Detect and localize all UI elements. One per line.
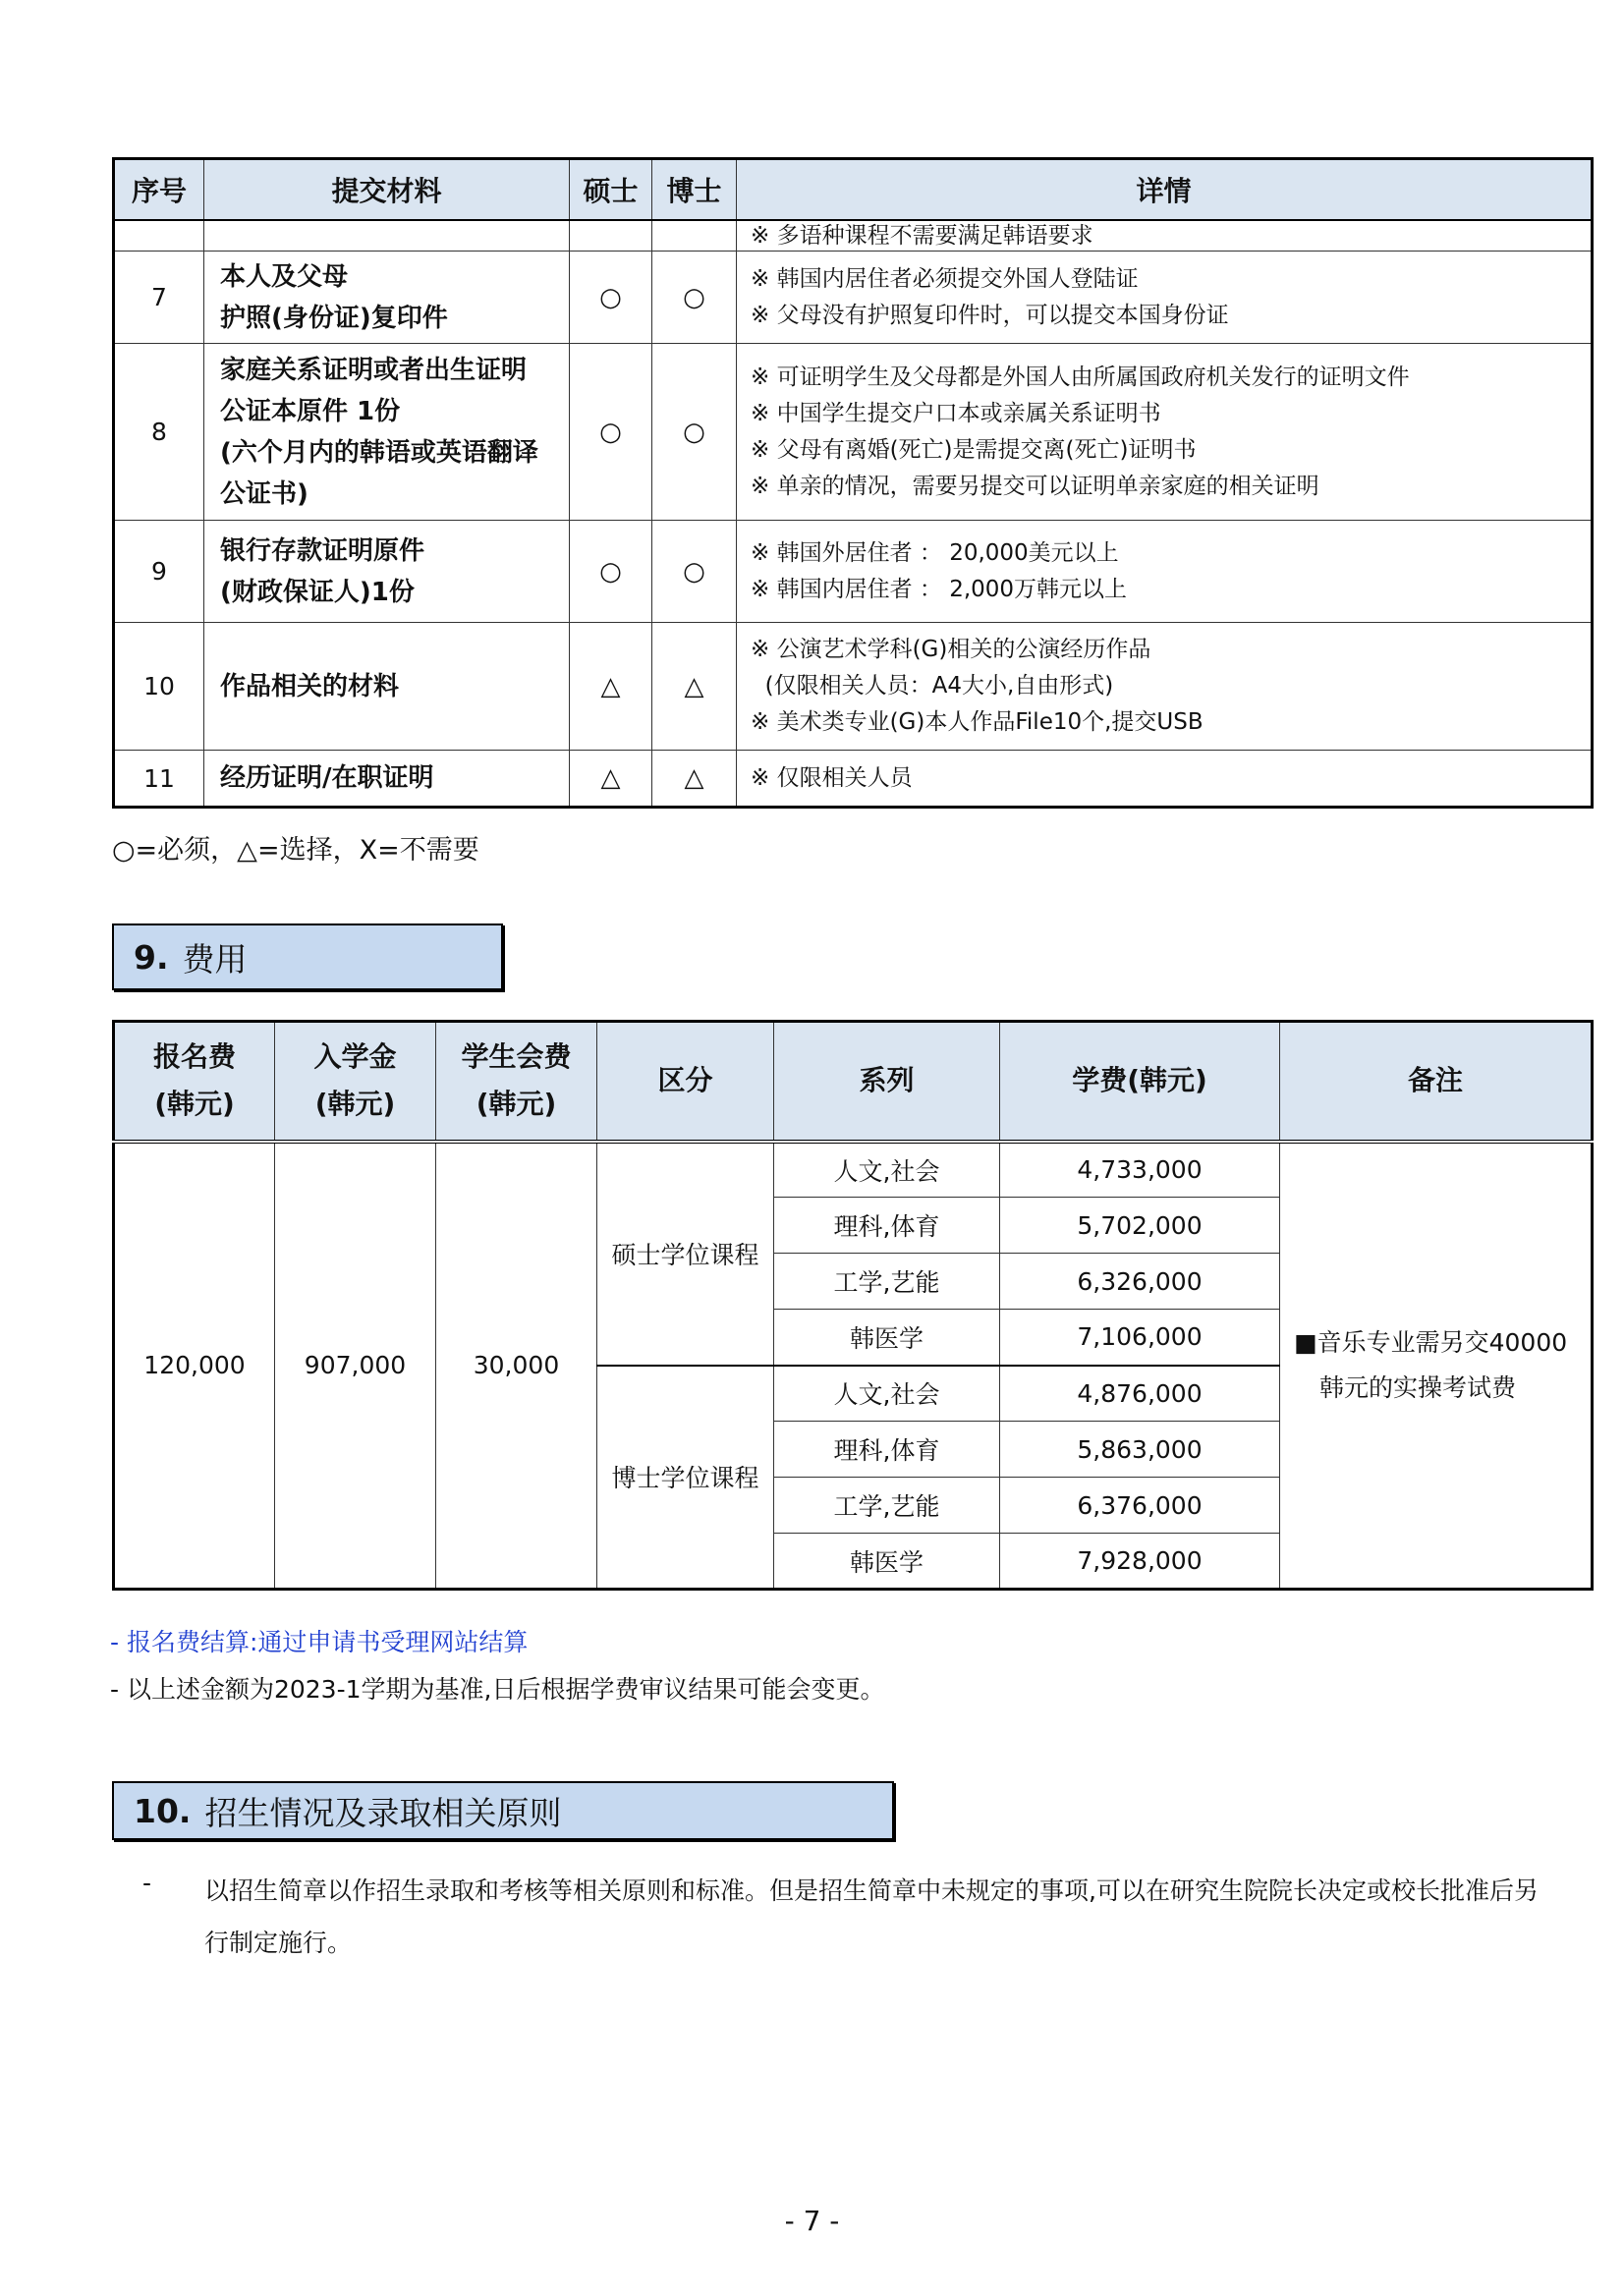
header-field: 系列 <box>774 1022 1000 1142</box>
header-tuition: 学费(韩元) <box>1000 1022 1280 1142</box>
row-number: 7 <box>114 252 204 344</box>
row-item <box>204 220 570 252</box>
page-number: - 7 - <box>784 2205 840 2237</box>
field-cell: 人文,社会 <box>774 1366 1000 1422</box>
row-doctor-mark: △ <box>652 623 737 751</box>
header-line: (韩元) <box>154 1088 235 1121</box>
row-master-mark: ○ <box>570 521 652 623</box>
table-row <box>114 521 1593 623</box>
fee-basis-note: - 以上述金额为2023-1学期为基准,日后根据学费审议结果可能会变更。 <box>110 1675 885 1704</box>
detail-line: ※ 公演艺术学科(G)相关的公演经历作品 <box>751 637 1151 662</box>
row-item <box>204 623 570 751</box>
detail-line: ※ 中国学生提交户口本或亲属关系证明书 <box>751 400 1161 426</box>
row-master-mark: △ <box>570 751 652 808</box>
row-master-mark: △ <box>570 623 652 751</box>
row-doctor-mark: ○ <box>652 344 737 521</box>
header-doctor: 博士 <box>652 159 737 220</box>
materials-table <box>112 157 1594 809</box>
detail-line: ※ 韩国外居住者 ： 20,000美元以上 <box>751 539 1119 566</box>
row-master-mark: ○ <box>570 252 652 344</box>
row-number: 10 <box>114 623 204 751</box>
header-apply-fee <box>114 1022 275 1142</box>
tuition-cell: 5,863,000 <box>1000 1422 1280 1478</box>
row-item <box>204 252 570 344</box>
tuition-cell: 7,106,000 <box>1000 1310 1280 1366</box>
remark-cell <box>1280 1142 1593 1590</box>
remark-line: 韩元的实操考试费 <box>1319 1372 1517 1402</box>
field-cell: 韩医学 <box>774 1310 1000 1366</box>
header-union-fee <box>436 1022 597 1142</box>
detail-line: ※ 可证明学生及父母都是外国人由所属国政府机关发行的证明文件 <box>751 364 1410 390</box>
field-cell: 工学,艺能 <box>774 1254 1000 1310</box>
item-line: (财政保证人)1份 <box>220 577 415 607</box>
union-fee-value: 30,000 <box>436 1142 597 1590</box>
section-number: 9. <box>134 937 169 977</box>
detail-line: (仅限相关人员：A4大小,自由形式) <box>751 673 1114 699</box>
tuition-cell: 6,376,000 <box>1000 1478 1280 1534</box>
header-line: 入学金 <box>313 1040 397 1074</box>
field-cell: 理科,体育 <box>774 1198 1000 1254</box>
header-line: (韩元) <box>314 1088 396 1121</box>
category-master: 硕士学位课程 <box>597 1142 774 1366</box>
detail-line: ※ 单亲的情况，需要另提交可以证明单亲家庭的相关证明 <box>751 473 1319 499</box>
row-number: 8 <box>114 344 204 521</box>
item-line: 公证书) <box>220 478 308 509</box>
entrance-fee-value: 907,000 <box>275 1142 436 1590</box>
tuition-cell: 5,702,000 <box>1000 1198 1280 1254</box>
header-master: 硕士 <box>570 159 652 220</box>
section-10-header <box>112 1781 894 1840</box>
field-cell: 韩医学 <box>774 1534 1000 1590</box>
item-line: 公证本原件 1份 <box>220 396 401 426</box>
row-item <box>204 521 570 623</box>
row-number <box>114 220 204 252</box>
table-row <box>114 1142 1593 1198</box>
section-number: 10. <box>134 1791 192 1830</box>
principle-bullet: - <box>142 1869 152 1897</box>
header-detail: 详情 <box>737 159 1593 220</box>
row-item <box>204 344 570 521</box>
field-cell: 人文,社会 <box>774 1142 1000 1198</box>
materials-header-row <box>114 159 1593 220</box>
header-remark: 备注 <box>1280 1022 1593 1142</box>
header-category: 区分 <box>597 1022 774 1142</box>
apply-fee-value: 120,000 <box>114 1142 275 1590</box>
item-line: (六个月内的韩语或英语翻译 <box>220 437 538 468</box>
remark-line: ■音乐专业需另交40000 <box>1294 1327 1568 1357</box>
row-doctor-mark <box>652 220 737 252</box>
header-line: 学生会费 <box>461 1040 572 1074</box>
row-detail <box>737 344 1593 521</box>
row-doctor-mark: △ <box>652 751 737 808</box>
materials-legend: ○=必须，△=选择，X=不需要 <box>112 835 479 866</box>
tuition-cell: 6,326,000 <box>1000 1254 1280 1310</box>
fee-table <box>112 1020 1594 1591</box>
row-doctor-mark: ○ <box>652 252 737 344</box>
row-master-mark <box>570 220 652 252</box>
section-9-header <box>112 924 503 990</box>
section-title: 招生情况及录取相关原则 <box>204 1793 562 1832</box>
item-line: 经历证明/在职证明 <box>220 763 434 793</box>
principle-text: 以招生简章以作招生录取和考核等相关原则和标准。但是招生简章中未规定的事项,可以在研究生院院长决定或校长批准后另行制定施行。 <box>204 1876 1539 1957</box>
header-entrance-fee <box>275 1022 436 1142</box>
header-no: 序号 <box>114 159 204 220</box>
item-line: 护照(身份证)复印件 <box>220 303 448 333</box>
row-detail <box>737 623 1593 751</box>
detail-line: ※ 父母有离婚(死亡)是需提交离(死亡)证明书 <box>751 436 1197 463</box>
detail-line: ※ 韩国内居住者 ： 2,000万韩元以上 <box>751 576 1128 602</box>
table-row <box>114 344 1593 521</box>
item-line: 作品相关的材料 <box>220 671 400 701</box>
row-detail <box>737 521 1593 623</box>
row-number: 11 <box>114 751 204 808</box>
detail-line: ※ 父母没有护照复印件时，可以提交本国身份证 <box>751 302 1229 328</box>
field-cell: 工学,艺能 <box>774 1478 1000 1534</box>
fee-header-row <box>114 1022 1593 1142</box>
row-number: 9 <box>114 521 204 623</box>
detail-line: ※ 美术类专业(G)本人作品File10个,提交USB <box>751 709 1204 735</box>
tuition-cell: 7,928,000 <box>1000 1534 1280 1590</box>
row-master-mark: ○ <box>570 344 652 521</box>
tuition-cell: 4,733,000 <box>1000 1142 1280 1198</box>
fee-payment-note: - 报名费结算:通过申请书受理网站结算 <box>110 1628 529 1656</box>
detail-line: ※ 仅限相关人员 <box>751 764 913 791</box>
field-cell: 理科,体育 <box>774 1422 1000 1478</box>
detail-line: ※ 多语种课程不需要满足韩语要求 <box>751 222 1093 249</box>
detail-line: ※ 韩国内居住者必须提交外国人登陆证 <box>751 265 1139 292</box>
table-row <box>114 220 1593 252</box>
table-row <box>114 623 1593 751</box>
row-detail <box>737 220 1593 252</box>
row-detail <box>737 252 1593 344</box>
row-doctor-mark: ○ <box>652 521 737 623</box>
tuition-cell: 4,876,000 <box>1000 1366 1280 1422</box>
header-line: (韩元) <box>476 1088 557 1121</box>
section-title: 费用 <box>182 939 248 979</box>
item-line: 银行存款证明原件 <box>220 535 425 566</box>
category-doctor: 博士学位课程 <box>597 1366 774 1590</box>
row-item <box>204 751 570 808</box>
table-row <box>114 252 1593 344</box>
header-item: 提交材料 <box>204 159 570 220</box>
header-line: 报名费 <box>152 1040 236 1074</box>
row-detail <box>737 751 1593 808</box>
item-line: 家庭关系证明或者出生证明 <box>220 355 528 385</box>
table-row <box>114 751 1593 808</box>
item-line: 本人及父母 <box>220 261 349 292</box>
